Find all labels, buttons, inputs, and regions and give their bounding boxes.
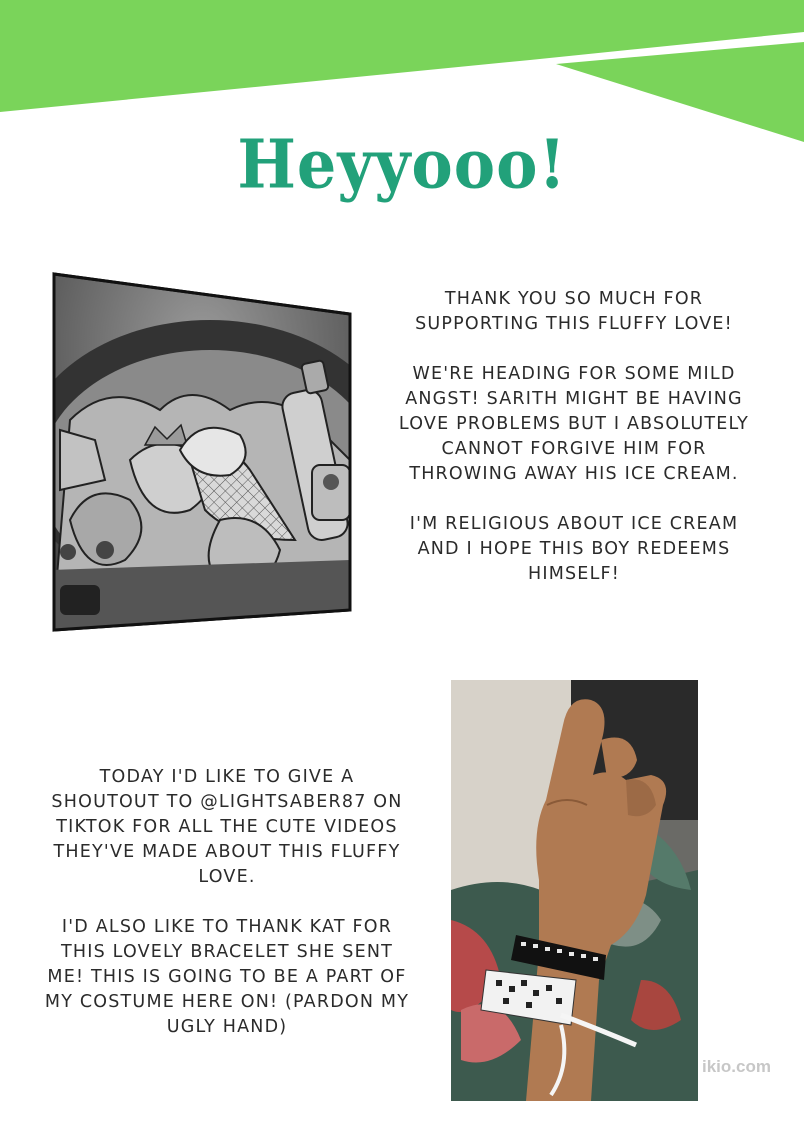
- angst-paragraph: WE'RE HEADING FOR SOME MILD ANGST! SARITH MIGHT BE HAVING LOVE PROBLEMS BUT I ABSOLUTELY CANNOT FORGIVE HIM FOR THROWING AWAY HIS ICE CREAM.: [398, 364, 750, 484]
- intro-text-block: [396, 287, 752, 587]
- bracelet-photo: [451, 680, 698, 1101]
- manga-panel-image: [50, 270, 355, 635]
- thanks-paragraph: THANK YOU SO MUCH FOR SUPPORTING THIS FLUFFY LOVE!: [415, 289, 733, 334]
- shoutout-paragraph: TODAY I'D LIKE TO GIVE A SHOUTOUT TO @LIGHTSABER87 ON TIKTOK FOR ALL THE CUTE VIDEOS THEY'VE MADE ABOUT THIS FLUFFY LOVE.: [51, 767, 403, 887]
- ice-cream-paragraph: I'M RELIGIOUS ABOUT ICE CREAM AND I HOPE THIS BOY REDEEMS HIMSELF!: [409, 514, 739, 584]
- bracelet-paragraph: I'D ALSO LIKE TO THANK KAT FOR THIS LOVELY BRACELET SHE SENT ME! THIS IS GOING TO BE A PART OF MY COSTUME HERE ON! (PARDON MY UGLY HAND): [44, 917, 410, 1037]
- page-title: Heyyooo!: [237, 125, 567, 204]
- shoutout-text-block: [44, 765, 410, 1040]
- watermark: ikio.com: [702, 1057, 771, 1076]
